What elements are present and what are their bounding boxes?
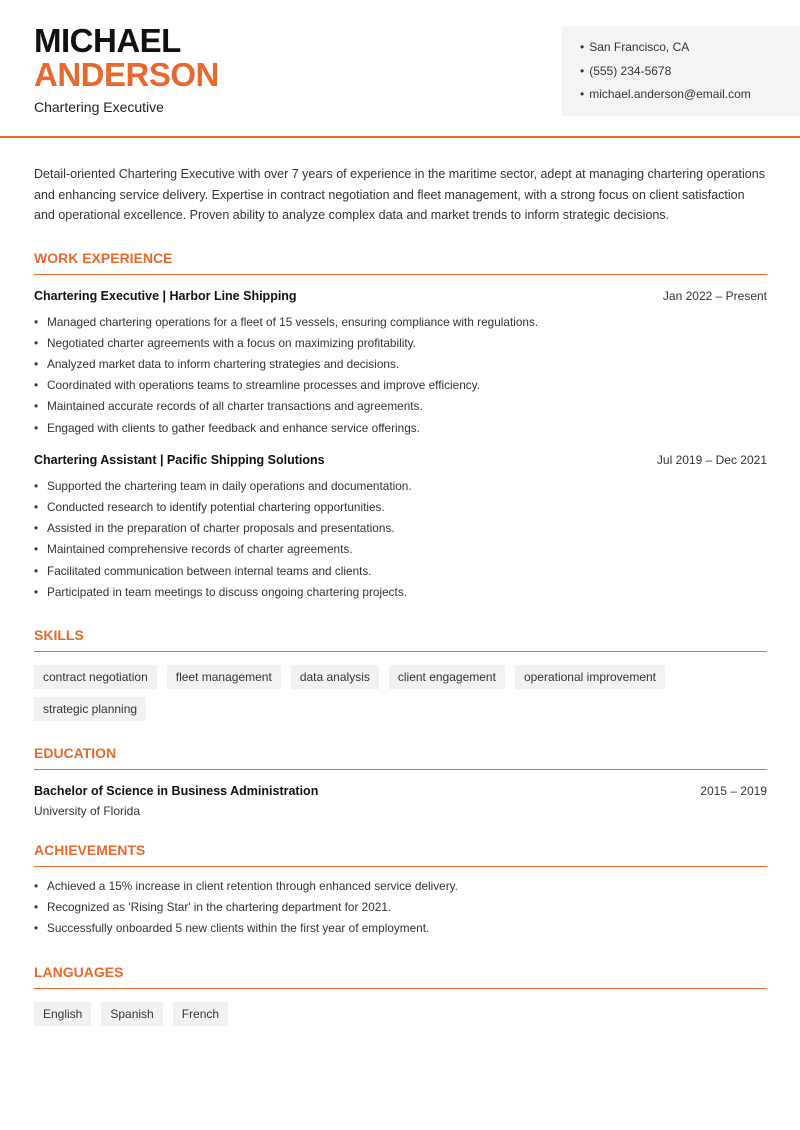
bullet-item: • Managed chartering operations for a fleet of 15 vessels, ensuring compliance with regulations. <box>34 312 767 333</box>
first-name: MICHAEL <box>34 22 181 59</box>
section-heading-work: WORK EXPERIENCE <box>34 250 767 275</box>
section-heading-achievements: ACHIEVEMENTS <box>34 842 767 867</box>
education-date: 2015 – 2019 <box>700 783 767 798</box>
contact-box <box>562 26 800 116</box>
resume-body <box>0 164 800 1026</box>
section-heading-languages: LANGUAGES <box>34 964 767 989</box>
full-name <box>34 24 219 92</box>
languages-list <box>34 1002 767 1026</box>
skill-tag: contract negotiation <box>34 665 157 689</box>
bullet-item: • Participated in team meetings to discuss ongoing chartering projects. <box>34 582 767 603</box>
achievement-item: • Successfully onboarded 5 new clients within the first year of employment. <box>34 918 767 939</box>
section-heading-skills: SKILLS <box>34 627 767 652</box>
bullet-item: • Maintained comprehensive records of charter agreements. <box>34 539 767 560</box>
skill-tag: data analysis <box>291 665 379 689</box>
section-heading-education: EDUCATION <box>34 745 767 770</box>
job-entry-header <box>34 453 767 467</box>
language-tag: English <box>34 1002 91 1026</box>
language-tag: Spanish <box>101 1002 162 1026</box>
bullet-item: • Negotiated charter agreements with a focus on maximizing profitability. <box>34 333 767 354</box>
job-position: Chartering Assistant | Pacific Shipping Solutions <box>34 452 325 467</box>
bullet-item: • Assisted in the preparation of charter proposals and presentations. <box>34 518 767 539</box>
resume-header <box>0 0 800 138</box>
summary: Detail-oriented Chartering Executive with over 7 years of experience in the maritime sector, adept at managing chartering operations and enhancing service delivery. Expertise in contract negotiation and fleet management, with a strong focus on client satisfaction and operational excellence. Proven ability to analyze complex data and market trends to inform strategic decisions. <box>34 167 765 222</box>
bullet-item: • Analyzed market data to inform chartering strategies and decisions. <box>34 354 767 375</box>
bullet-item: • Maintained accurate records of all charter transactions and agreements. <box>34 396 767 417</box>
job-title: Chartering Executive <box>34 99 164 115</box>
bullet-item: • Supported the chartering team in daily operations and documentation. <box>34 476 767 497</box>
contact-email: • michael.anderson@email.com <box>580 86 800 110</box>
job-position: Chartering Executive | Harbor Line Shipping <box>34 288 297 303</box>
job-date: Jan 2022 – Present <box>662 288 767 303</box>
language-tag: French <box>173 1002 228 1026</box>
contact-phone: • (555) 234-5678 <box>580 63 800 87</box>
skills-list <box>34 665 767 721</box>
education-entry <box>34 784 767 798</box>
bullet-item: • Engaged with clients to gather feedback and enhance service offerings. <box>34 418 767 439</box>
degree: Bachelor of Science in Business Administration <box>34 783 319 798</box>
job-bullets <box>34 476 767 603</box>
school: University of Florida <box>34 803 141 818</box>
achievement-item: • Recognized as 'Rising Star' in the chartering department for 2021. <box>34 897 767 918</box>
skill-tag: fleet management <box>167 665 281 689</box>
last-name: ANDERSON <box>34 56 219 93</box>
achievements-list <box>34 876 767 940</box>
skill-tag: client engagement <box>389 665 505 689</box>
bullet-item: • Coordinated with operations teams to streamline processes and improve efficiency. <box>34 375 767 396</box>
job-bullets <box>34 312 767 439</box>
work-list <box>34 289 767 603</box>
skill-tag: strategic planning <box>34 697 146 721</box>
achievement-item: • Achieved a 15% increase in client retention through enhanced service delivery. <box>34 876 767 897</box>
contact-location: • San Francisco, CA <box>580 39 800 63</box>
bullet-item: • Facilitated communication between internal teams and clients. <box>34 561 767 582</box>
skill-tag: operational improvement <box>515 665 665 689</box>
job-entry-header <box>34 289 767 303</box>
job-date: Jul 2019 – Dec 2021 <box>656 452 767 467</box>
bullet-item: • Conducted research to identify potential chartering opportunities. <box>34 497 767 518</box>
